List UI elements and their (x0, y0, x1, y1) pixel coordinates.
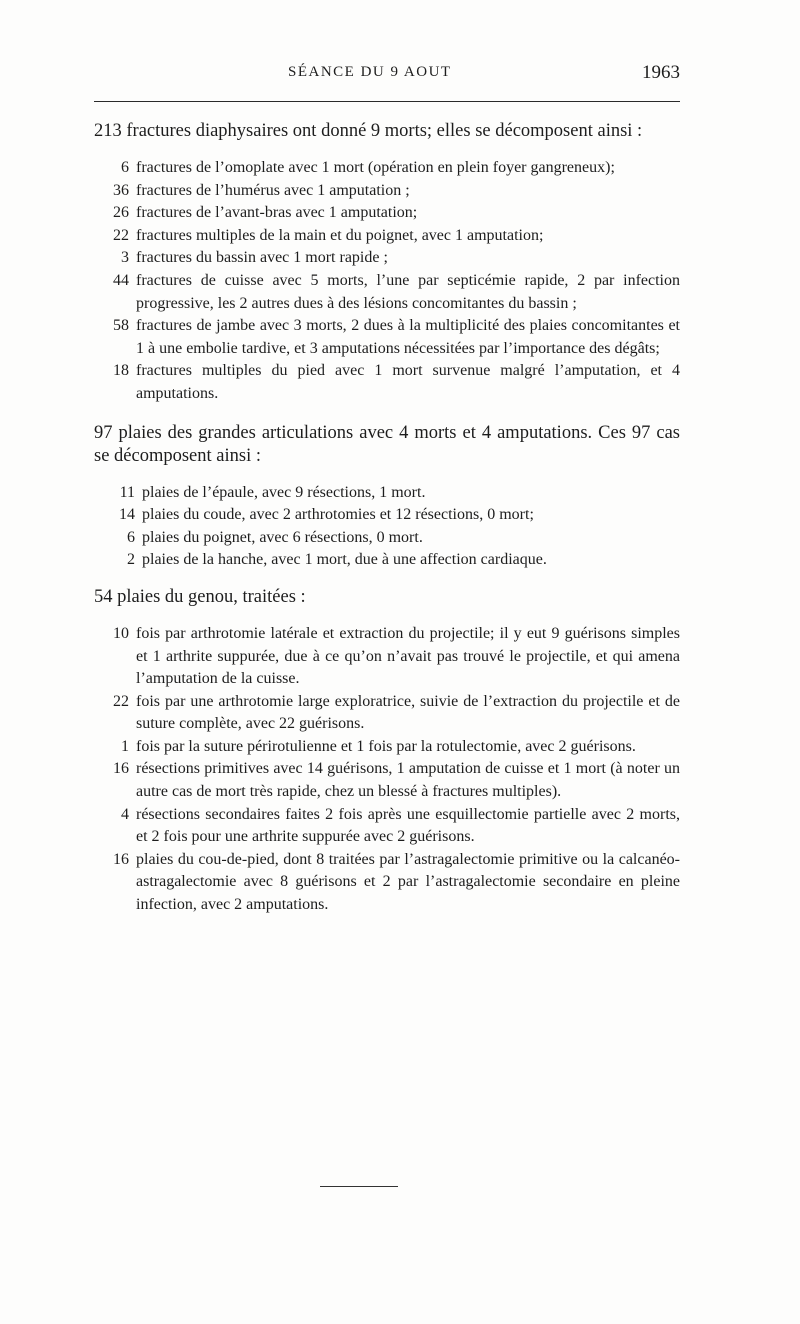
list-item (94, 527, 680, 550)
item-number: 4 (121, 805, 129, 823)
list-item (94, 180, 680, 203)
list-knee-wounds (94, 623, 680, 917)
item-text: fractures de cuisse avec 5 morts, l’une par septicémie rapide, 2 par infection progressive, les 2 autres dues à des lésions concomitantes du bassin ; (136, 271, 680, 312)
item-text: fois par arthrotomie latérale et extraction du projectile; il y eut 9 guérisons simples et 1 arthrite suppurée, due à ce qu’on n’avait pas trouvé le projectile, et qui amena l’amputation de la cuisse. (136, 624, 680, 688)
list-item (94, 225, 680, 248)
item-text: plaies de l’épaule, avec 9 résections, 1 mort. (142, 483, 426, 501)
running-head: SÉANCE DU 9 AOUT (288, 64, 452, 80)
item-number: 10 (113, 624, 129, 642)
item-number: 36 (113, 181, 129, 199)
list-item (94, 549, 680, 572)
item-text: plaies du cou-de-pied, dont 8 traitées par l’astragalectomie primitive ou la calcanéo-astragalectomie avec 8 guérisons et 2 par l’astragalectomie secondaire en pleine infection, avec 2 amputations. (136, 850, 680, 914)
section-end-rule (320, 1186, 398, 1187)
page-number: 1963 (642, 62, 680, 83)
page-header (92, 64, 680, 88)
list-item (94, 315, 680, 360)
item-text: fractures de l’omoplate avec 1 mort (opération en plein foyer gangreneux); (136, 159, 615, 176)
list-item (94, 623, 680, 691)
item-text: plaies du coude, avec 2 arthrotomies et 12 résections, 0 mort; (142, 506, 534, 524)
item-number: 6 (127, 528, 135, 546)
item-number: 58 (113, 317, 129, 335)
list-item (94, 691, 680, 736)
item-text: fractures multiples du pied avec 1 mort survenue malgré l’amputation, et 4 amputations. (136, 362, 680, 402)
item-text: résections secondaires faites 2 fois après une esquillectomie partielle avec 2 morts, et 2 fois pour une arthrite suppurée avec 2 guérisons. (136, 805, 680, 846)
item-number: 14 (119, 506, 135, 524)
paragraph-diaphyseal-fractures: 213 fractures diaphysaires ont donné 9 morts; elles se décomposent ainsi : (94, 121, 643, 141)
list-item (94, 482, 680, 505)
list-item (94, 270, 680, 315)
list-item (94, 758, 680, 803)
item-text: fractures multiples de la main et du poignet, avec 1 amputation; (136, 226, 544, 244)
list-item (94, 157, 680, 180)
item-number: 16 (113, 760, 129, 778)
header-rule (94, 101, 680, 102)
item-text: fractures de jambe avec 3 morts, 2 dues à la multiplicité des plaies concomitantes et 1 à une embolie tardive, et 3 amputations nécessitées par l’importance des dégâts; (136, 317, 680, 357)
list-item (94, 504, 680, 527)
list-item (94, 736, 680, 759)
item-number: 22 (113, 226, 129, 244)
paragraph-joint-wounds: 97 plaies des grandes articulations avec 4 morts et 4 amputations. Ces 97 cas se décomposent ainsi : (94, 422, 680, 466)
item-text: fractures de l’avant-bras avec 1 amputation; (136, 204, 418, 222)
item-number: 3 (121, 249, 129, 267)
item-text: plaies du poignet, avec 6 résections, 0 mort. (142, 528, 423, 546)
paragraph-knee-wounds: 54 plaies du genou, traitées : (94, 586, 306, 607)
item-number: 16 (113, 850, 129, 868)
main-text (94, 120, 680, 933)
list-item (94, 202, 680, 225)
item-number: 2 (127, 551, 135, 569)
item-text: fois par la suture périrotulienne et 1 fois par la rotulectomie, avec 2 guérisons. (136, 737, 636, 755)
list-item (94, 849, 680, 917)
item-number: 44 (113, 271, 129, 289)
item-text: plaies de la hanche, avec 1 mort, due à une affection cardiaque. (142, 551, 547, 569)
item-number: 1 (121, 737, 129, 755)
item-number: 11 (119, 483, 135, 501)
list-item (94, 804, 680, 849)
item-text: fois par une arthrotomie large exploratrice, suivie de l’extraction du projectile et de suture complète, avec 22 guérisons. (136, 692, 680, 733)
list-item (94, 247, 680, 270)
item-text: résections primitives avec 14 guérisons, 1 amputation de cuisse et 1 mort (à noter un autre cas de mort très rapide, chez un blessé à fractures multiples). (136, 760, 680, 801)
item-number: 22 (113, 692, 129, 710)
item-number: 6 (121, 159, 129, 176)
item-number: 18 (113, 362, 129, 380)
item-text: fractures du bassin avec 1 mort rapide ; (136, 249, 388, 267)
list-diaphyseal-fractures (94, 157, 680, 406)
item-text: fractures de l’humérus avec 1 amputation ; (136, 181, 410, 199)
list-item (94, 360, 680, 405)
item-number: 26 (113, 204, 129, 222)
list-joint-wounds (94, 482, 680, 572)
